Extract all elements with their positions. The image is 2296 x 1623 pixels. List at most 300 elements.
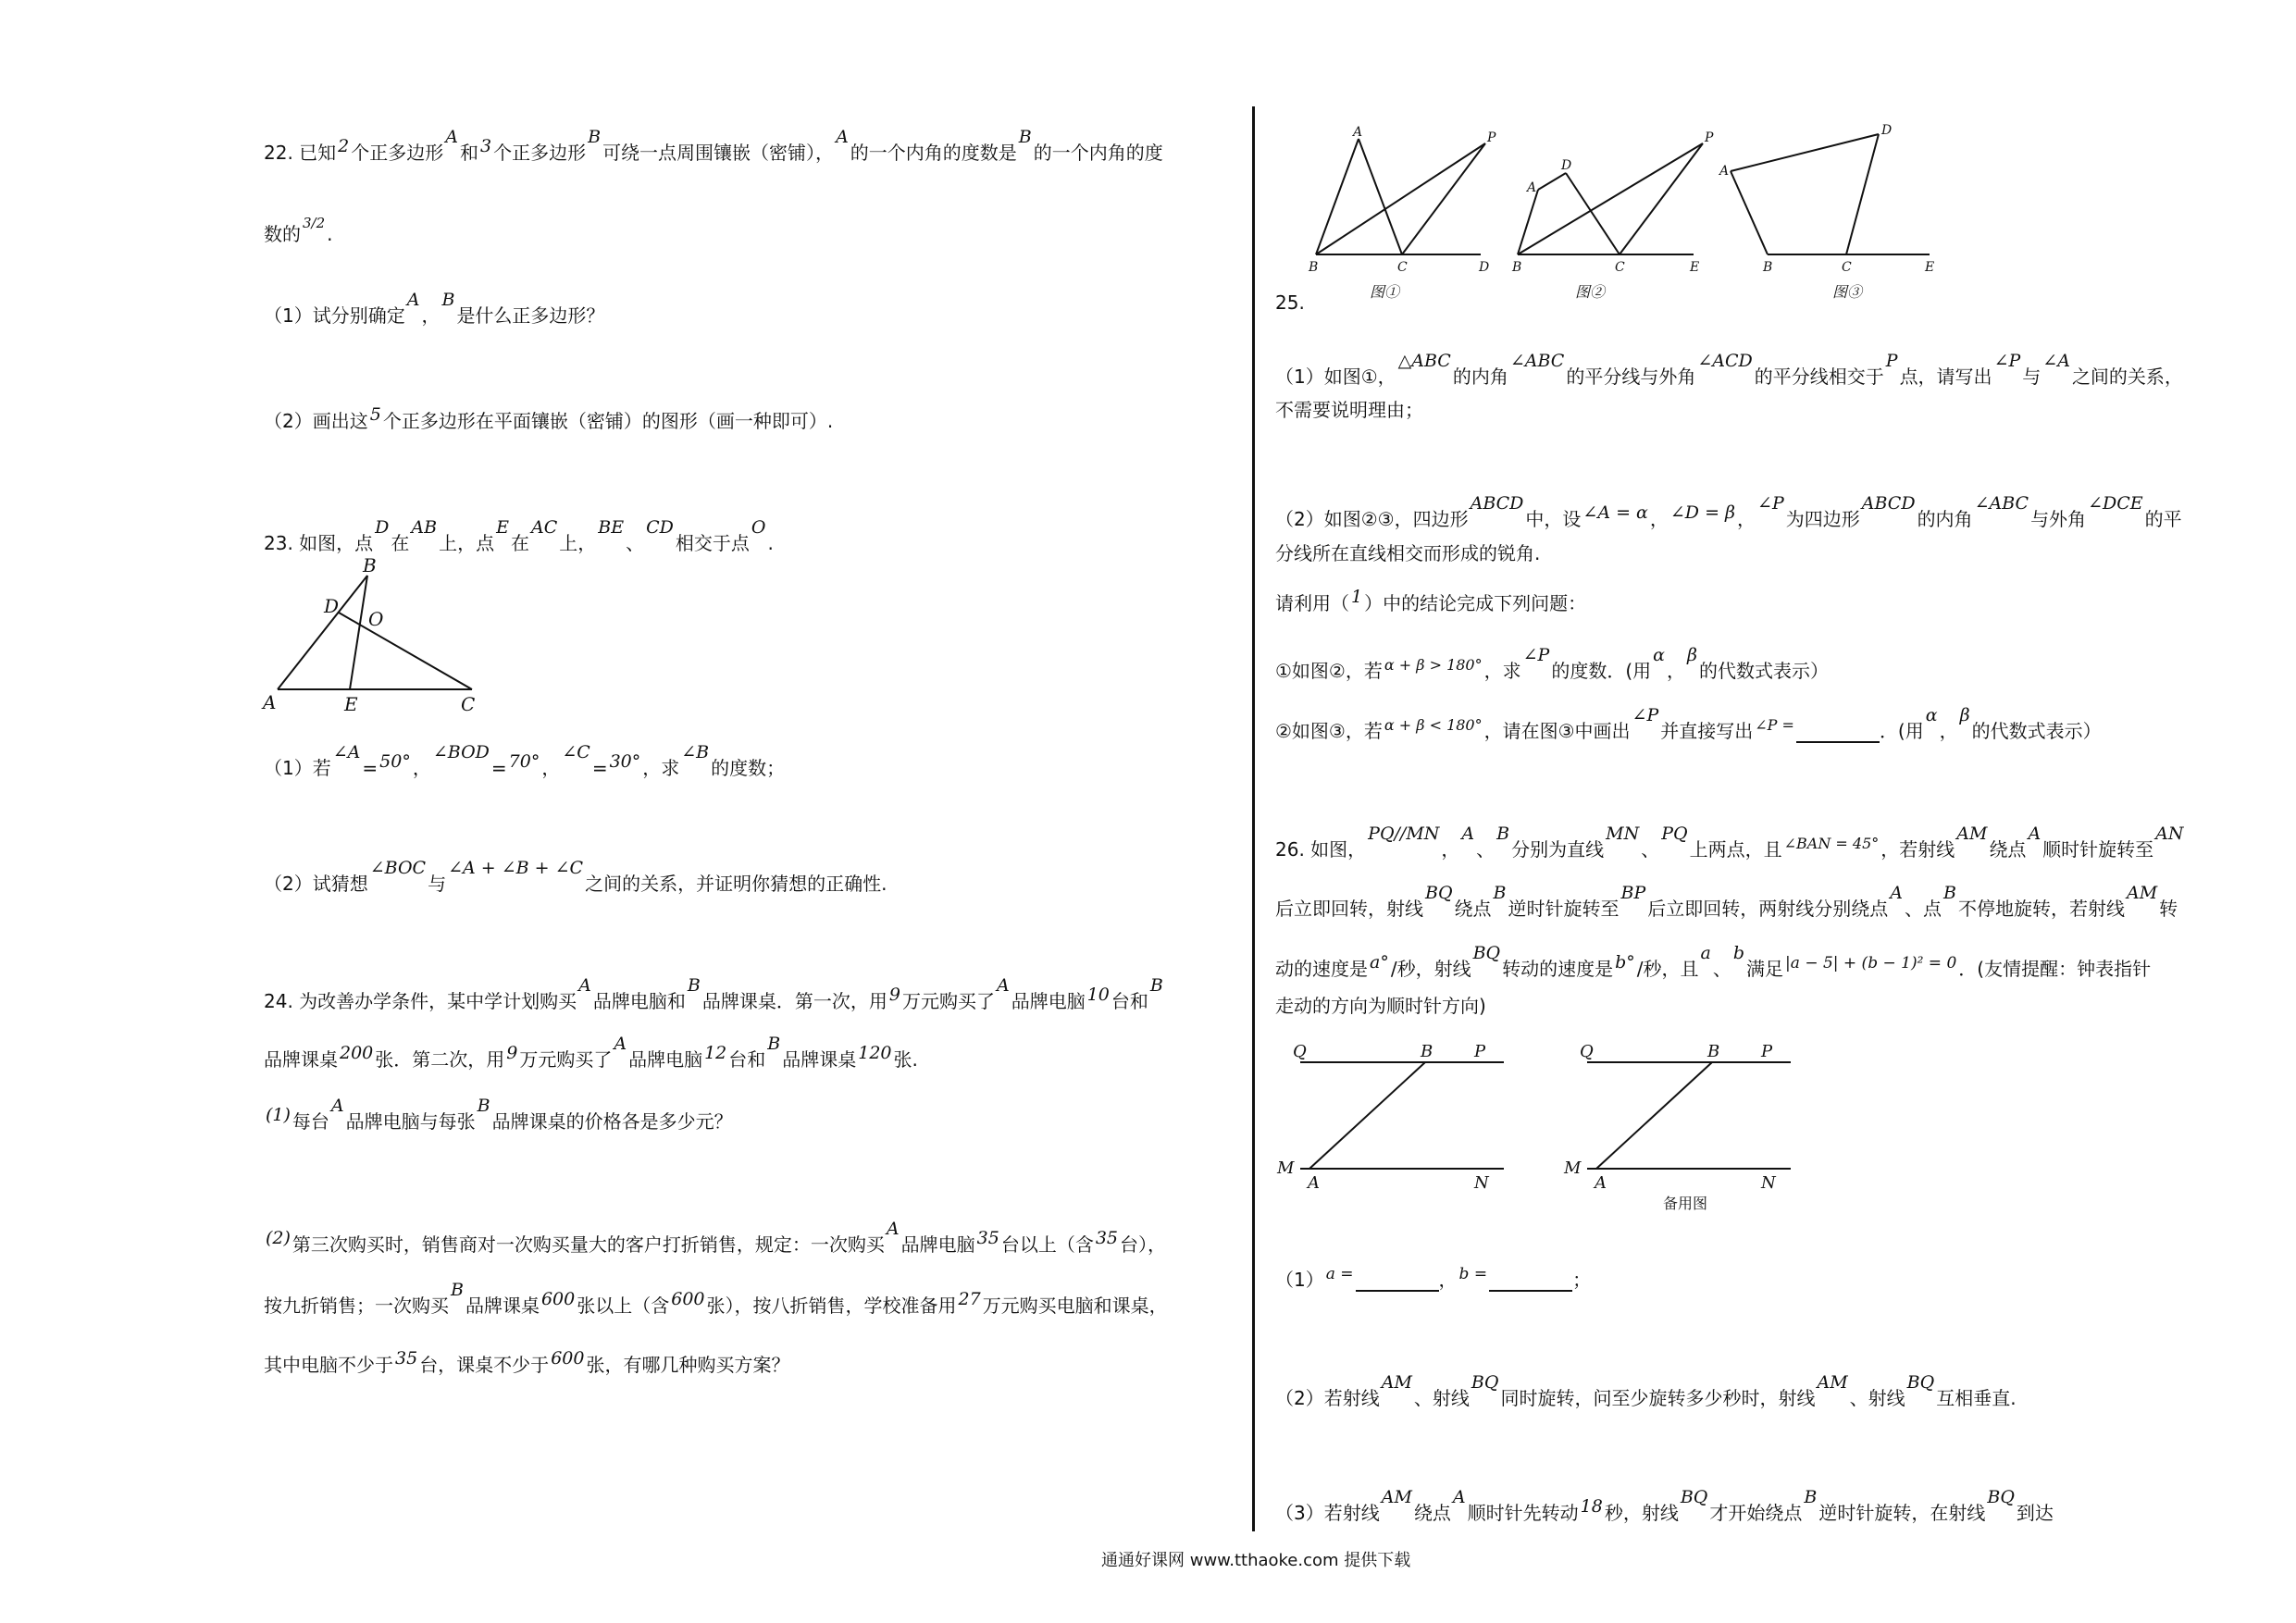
math: ∠DCE — [2088, 493, 2143, 514]
fig1-line-ab — [1309, 1062, 1425, 1169]
text: 绕点 — [1454, 898, 1492, 920]
text: 互相垂直. — [1936, 1387, 2017, 1409]
math: ∠ACD — [1697, 351, 1753, 371]
math: 120 — [858, 1043, 892, 1063]
math: ∠P — [1632, 705, 1659, 725]
text: 与 — [428, 873, 447, 895]
math: A — [1890, 883, 1903, 903]
math: ∠BOD — [432, 742, 490, 762]
fig2-caption: 备用图 — [1663, 1195, 1708, 1212]
math: ∠ABC — [1509, 351, 1565, 371]
math: 9 — [506, 1043, 518, 1063]
math: ABCD — [1470, 493, 1524, 514]
q22-line2 — [264, 215, 333, 248]
math: β — [1959, 705, 1970, 725]
q24-line2 — [264, 1034, 918, 1073]
fig1-line-cp — [1402, 143, 1485, 254]
math: B — [687, 975, 701, 996]
text: 每台 — [292, 1110, 329, 1133]
text: 品牌课桌 — [264, 1048, 338, 1071]
text: （1）若 — [264, 757, 331, 779]
math: ∠BOC — [369, 858, 427, 878]
math: 35 — [395, 1348, 418, 1369]
text: 、 — [1712, 958, 1731, 980]
text: 、射线 — [1849, 1387, 1905, 1409]
fig3-label-a: A — [1719, 164, 1730, 179]
text: 绕点 — [1989, 838, 2027, 861]
q23-triangle-figure — [259, 555, 490, 717]
math: ABCD — [1861, 493, 1916, 514]
math: α + β < 180° — [1384, 716, 1483, 734]
text: 品牌课桌 — [782, 1048, 857, 1071]
fig1-label-b: B — [1421, 1042, 1433, 1061]
math: △ABC — [1397, 351, 1451, 371]
fig1-label-a: A — [1308, 1173, 1320, 1193]
math: PQ//MN — [1368, 824, 1440, 844]
q26-figures — [1272, 1035, 1809, 1215]
fig2-line-bp — [1518, 143, 1703, 254]
answer-blank-b[interactable] — [1489, 1271, 1572, 1292]
math: BQ — [1906, 1372, 1935, 1393]
math: |a − 5| + (b − 1)² = 0 — [1785, 954, 1957, 973]
math: α — [1653, 645, 1665, 665]
math: B — [1493, 883, 1507, 903]
text: 上两点，且 — [1689, 838, 1782, 861]
text: = — [490, 757, 507, 779]
math: b° — [1615, 952, 1635, 973]
text: 不需要说明理由； — [1275, 399, 1423, 421]
text: 逆时针旋转至 — [1508, 898, 1620, 920]
page-footer: 通通好课网 www.tthaoke.com 提供下载 — [1101, 1551, 1411, 1570]
text: 中，设 — [1525, 508, 1582, 530]
text: 、 — [626, 532, 645, 554]
math: B — [441, 290, 455, 310]
math: 50° — [379, 751, 411, 772]
q23-line1 — [264, 517, 774, 557]
text: 张），按八折销售，学校准备用 — [706, 1295, 957, 1317]
fig3-line-ba — [1731, 171, 1768, 254]
math: ∠B — [681, 742, 710, 762]
text: ， — [1939, 720, 1958, 742]
math: a = — [1325, 1265, 1354, 1283]
q26-part2 — [1275, 1372, 2017, 1412]
math: ∠D = β — [1669, 502, 1736, 523]
text: 转 — [2159, 898, 2178, 920]
fig2-label-e: E — [1690, 260, 1700, 275]
q25-part1-line2 — [1275, 396, 1423, 424]
text: 万元购买了 — [519, 1048, 613, 1071]
fig1-label-p: P — [1474, 1042, 1486, 1061]
q25-figures — [1296, 116, 1962, 305]
text: ，求 — [1483, 660, 1521, 682]
text: 顺时针旋转至 — [2042, 838, 2154, 861]
text: 张. — [893, 1048, 918, 1071]
math: B — [451, 1280, 464, 1300]
fig3-line-ad — [1731, 134, 1879, 171]
answer-blank-a[interactable] — [1356, 1271, 1439, 1292]
fig3-line-dc — [1846, 134, 1879, 254]
text: 第三次购买时，销售商对一次购买量大的客户打折销售，规定：一次购买 — [292, 1233, 885, 1256]
text: 、 — [1641, 838, 1660, 861]
text: 万元购买电脑和课桌， — [982, 1295, 1168, 1317]
text: ，求 — [642, 757, 680, 779]
q25-sub2 — [1275, 705, 2102, 745]
text: 在 — [391, 532, 410, 554]
text: 张．第二次，用 — [375, 1048, 505, 1071]
math: (1) — [266, 1105, 291, 1125]
math: 35 — [1095, 1228, 1119, 1248]
math: BQ — [1472, 943, 1501, 963]
math: B — [1943, 883, 1956, 903]
q22-part2 — [264, 404, 834, 435]
fig2-label-b: B — [1512, 260, 1522, 275]
q24-part2-line1 — [264, 1219, 1167, 1258]
q26-line4 — [1275, 992, 1486, 1020]
text: 才开始绕点 — [1709, 1502, 1803, 1524]
text: 的平分线相交于 — [1754, 365, 1884, 388]
text: . — [327, 223, 333, 245]
text: 24. 为改善办学条件，某中学计划购买 — [264, 990, 577, 1012]
text: ，若射线 — [1880, 838, 1955, 861]
math: a° — [1370, 952, 1389, 973]
text: （1）如图①， — [1275, 365, 1396, 388]
text: 上，点 — [439, 532, 495, 554]
text: 同时旋转，问至少旋转多少秒时，射线 — [1500, 1387, 1816, 1409]
text: ， — [541, 757, 561, 779]
fig2-caption: 图② — [1575, 283, 1606, 301]
text: 张，有哪几种购买方案？ — [586, 1354, 790, 1376]
text: 台和 — [728, 1048, 766, 1071]
text: （2）试猜想 — [264, 873, 368, 895]
text: ， — [1441, 838, 1460, 861]
math: a — [1700, 943, 1711, 963]
q25-sub1 — [1275, 645, 1829, 685]
fig1-line-ba — [1316, 139, 1359, 254]
text: 绕点 — [1413, 1502, 1451, 1524]
math: A — [445, 127, 458, 147]
math: ∠P — [1522, 645, 1550, 665]
text: ．(友情提醒：钟表指针 — [1958, 958, 2152, 980]
fig2-label-p: P — [1705, 130, 1714, 145]
text: 个正多边形 — [493, 142, 587, 164]
math: D — [375, 517, 390, 538]
text: （2）如图②③，四边形 — [1275, 508, 1469, 530]
fraction: 3/2 — [303, 215, 326, 231]
text: 的代数式表示） — [1971, 720, 2102, 742]
math: A — [578, 975, 591, 996]
math: 30° — [609, 751, 641, 772]
math: 600 — [671, 1289, 705, 1309]
text: 不停地旋转，若射线 — [1957, 898, 2125, 920]
text: 个正多边形 — [351, 142, 444, 164]
text: 与 — [2022, 365, 2042, 388]
math: 200 — [340, 1043, 374, 1063]
text: 台和 — [1111, 990, 1148, 1012]
text: 品牌电脑 — [900, 1233, 975, 1256]
fig1-label-a: A — [1353, 125, 1363, 140]
math: BQ — [1425, 883, 1453, 903]
text: 点，请写出 — [1899, 365, 1992, 388]
math: B — [1149, 975, 1163, 996]
fig1-label-d: D — [1479, 260, 1490, 275]
q25-part2-line1 — [1275, 493, 2182, 533]
text: 分别为直线 — [1511, 838, 1605, 861]
text: 台以上（含 — [1000, 1233, 1094, 1256]
text: ， — [412, 757, 431, 779]
fig2-label-b: B — [1707, 1042, 1720, 1061]
math: α + β > 180° — [1384, 656, 1483, 674]
text: （1） — [1275, 1269, 1324, 1291]
q26-line1 — [1275, 824, 2186, 863]
math: ∠P — [1757, 493, 1784, 514]
fig2-label-a: A — [1595, 1173, 1607, 1193]
text: 万元购买了 — [901, 990, 995, 1012]
math: ∠A — [332, 742, 361, 762]
text: 秒，射线 — [1604, 1502, 1679, 1524]
text: 分线所在直线相交而形成的锐角. — [1275, 542, 1541, 564]
math: B — [1018, 127, 1032, 147]
math: CD — [646, 517, 674, 538]
text: 张以上（含 — [577, 1295, 670, 1317]
text: ）中的结论完成下列问题： — [1364, 592, 1587, 614]
math: 2 — [338, 136, 350, 156]
text: 之间的关系，并证明你猜想的正确性. — [585, 873, 887, 895]
text: 26. 如图， — [1275, 838, 1367, 861]
fig1-line-ac — [1359, 139, 1402, 254]
math: A — [996, 975, 1010, 996]
text: 逆时针旋转，在射线 — [1818, 1502, 1986, 1524]
math: (2) — [266, 1228, 291, 1248]
text: ②如图③，若 — [1275, 720, 1383, 742]
math: 70° — [508, 751, 540, 772]
text: 品牌电脑和 — [592, 990, 686, 1012]
q22-line1 — [264, 127, 1163, 167]
label-b: B — [363, 555, 377, 576]
text: . — [767, 532, 774, 554]
math: MN — [1606, 824, 1640, 844]
segment-dc — [339, 613, 472, 689]
text: 顺时针先转动 — [1467, 1502, 1579, 1524]
text: （2）若射线 — [1275, 1387, 1380, 1409]
fig2-label-q: Q — [1580, 1042, 1594, 1061]
math: BQ — [1471, 1372, 1499, 1393]
segment-be — [350, 576, 367, 689]
math: PQ — [1661, 824, 1688, 844]
text: ， — [1649, 508, 1669, 530]
text: 23. 如图，点 — [264, 532, 374, 554]
text: 相交于点 — [675, 532, 750, 554]
math: A — [406, 290, 420, 310]
text: 与外角 — [2030, 508, 2087, 530]
math: 9 — [888, 985, 900, 1005]
text: 转动的速度是 — [1502, 958, 1614, 980]
label-e: E — [344, 693, 358, 715]
text: ； — [1572, 1269, 1592, 1291]
text: 到达 — [2016, 1502, 2054, 1524]
text: （1）试分别确定 — [264, 304, 405, 327]
text: ， — [1737, 508, 1756, 530]
text: 的度数； — [711, 757, 786, 779]
math: A — [886, 1219, 900, 1239]
fig3-label-d: D — [1881, 123, 1893, 138]
text: 满足 — [1746, 958, 1784, 980]
fig1-label-m: M — [1277, 1158, 1295, 1178]
math: 12 — [704, 1043, 727, 1063]
text: 台）， — [1120, 1233, 1167, 1256]
math: ∠P = — [1755, 716, 1794, 734]
text: 后立即回转，射线 — [1275, 898, 1423, 920]
text: 的内角 — [1452, 365, 1508, 388]
fig3-caption: 图③ — [1832, 283, 1863, 301]
math: ∠BAN = 45° — [1783, 835, 1880, 852]
label-d: D — [324, 595, 340, 617]
text: 请利用（ — [1275, 592, 1349, 614]
label-o: O — [368, 608, 384, 630]
text: ，请在图③中画出 — [1483, 720, 1631, 742]
math: BP — [1620, 883, 1646, 903]
math: AM — [1381, 1372, 1412, 1393]
text: = — [591, 757, 608, 779]
math: 27 — [958, 1289, 981, 1309]
text: ， — [1666, 660, 1685, 682]
text: 为四边形 — [1785, 508, 1860, 530]
text: 走动的方向为顺时针方向) — [1275, 995, 1486, 1017]
fig1-label-p: P — [1487, 130, 1496, 145]
math: ∠A = α — [1582, 502, 1648, 523]
math: 35 — [976, 1228, 999, 1248]
text: 之间的关系， — [2071, 365, 2183, 388]
text: 和 — [460, 142, 478, 164]
math: BQ — [1987, 1487, 2015, 1507]
text: 的平 — [2144, 508, 2182, 530]
text: 动的速度是 — [1275, 958, 1368, 980]
math: BQ — [1680, 1487, 1708, 1507]
text: 、射线 — [1413, 1387, 1470, 1409]
math: β — [1686, 645, 1697, 665]
text: 并直接写出 — [1660, 720, 1754, 742]
fig2-label-p: P — [1761, 1042, 1773, 1061]
math: 3 — [480, 136, 492, 156]
fig2-line-cp — [1620, 143, 1703, 254]
text: 的平分线与外角 — [1566, 365, 1696, 388]
math: ∠C — [562, 742, 590, 762]
fig2-line-ab — [1596, 1062, 1712, 1169]
fig1-caption: 图① — [1370, 283, 1400, 301]
math: B — [588, 127, 602, 147]
q25-part2-line2 — [1275, 539, 1540, 567]
text: 22. 已知 — [264, 142, 337, 164]
text: 个正多边形在平面镶嵌（密铺）的图形（画一种即可）. — [382, 410, 834, 432]
text: 品牌课桌 — [465, 1295, 540, 1317]
math: AB — [411, 517, 438, 538]
fig1-label-n: N — [1474, 1173, 1489, 1193]
math: AM — [1817, 1372, 1848, 1393]
fig1-label-b: B — [1309, 260, 1319, 275]
math: 18 — [1580, 1496, 1603, 1517]
answer-blank[interactable] — [1796, 723, 1880, 743]
text: 台，课桌不少于 — [419, 1354, 550, 1376]
math: AC — [530, 517, 558, 538]
math: 1 — [1351, 587, 1363, 607]
text: 品牌课桌的价格各是多少元？ — [491, 1110, 733, 1133]
math: B — [477, 1096, 490, 1116]
text: （3）若射线 — [1275, 1502, 1380, 1524]
math: ∠ABC — [1974, 493, 2029, 514]
fig1-label-c: C — [1397, 260, 1408, 275]
text: ①如图②，若 — [1275, 660, 1383, 682]
math: AM — [2126, 883, 2158, 903]
text: 、 — [1476, 838, 1496, 861]
math: A — [330, 1096, 344, 1116]
math: A — [2028, 824, 2042, 844]
label-c: C — [461, 693, 476, 715]
text: （2）画出这 — [264, 410, 368, 432]
q22-part1 — [264, 290, 605, 329]
math: 600 — [551, 1348, 585, 1369]
text: ， — [1438, 1269, 1458, 1291]
fig2-label-c: C — [1615, 260, 1625, 275]
text: ， — [421, 304, 441, 327]
text: 是什么正多边形？ — [456, 304, 605, 327]
math: O — [751, 517, 766, 538]
text: 在 — [510, 532, 529, 554]
text: 数的 — [264, 223, 301, 245]
q25-use-line — [1275, 589, 1586, 617]
q26-part1 — [1275, 1266, 1591, 1294]
text: 品牌电脑 — [1011, 990, 1086, 1012]
q25-part1-line1 — [1275, 351, 2183, 390]
text: /秒，射线 — [1390, 958, 1471, 980]
math: b = — [1458, 1265, 1488, 1283]
math: AM — [1381, 1487, 1412, 1507]
math: A — [836, 127, 849, 147]
text: 品牌课桌．第一次，用 — [701, 990, 887, 1012]
label-a: A — [263, 691, 277, 713]
math: B — [1496, 824, 1510, 844]
q25-number: 25. — [1275, 291, 1305, 314]
text: 的度数．(用 — [1551, 660, 1652, 682]
text: 后立即回转，两射线分别绕点 — [1647, 898, 1889, 920]
math: AN — [2155, 824, 2184, 844]
q24-part2-line3 — [264, 1348, 790, 1379]
math: B — [1804, 1487, 1818, 1507]
text: 可绕一点周围镶嵌（密铺）， — [602, 142, 835, 164]
math: 600 — [540, 1289, 576, 1309]
fig3-label-b: B — [1763, 260, 1773, 275]
text: /秒，且 — [1636, 958, 1699, 980]
math: ∠A — [2042, 351, 2070, 371]
math: 5 — [369, 404, 381, 425]
fig2-label-n: N — [1761, 1173, 1776, 1193]
column-divider — [1252, 106, 1255, 1531]
fig2-label-m: M — [1564, 1158, 1582, 1178]
math: A — [614, 1034, 627, 1054]
q23-part2 — [264, 858, 887, 898]
fig2-label-a: A — [1527, 180, 1537, 195]
text: 的一个内角的度数是 — [850, 142, 1017, 164]
fig2-line-ad — [1538, 173, 1566, 190]
math: b — [1732, 943, 1745, 963]
text: 品牌电脑与每张 — [345, 1110, 476, 1133]
q24-part2-line2 — [264, 1280, 1168, 1319]
text: 其中电脑不少于 — [264, 1354, 393, 1376]
text: ．(用 — [1879, 720, 1924, 742]
math: AM — [1956, 824, 1988, 844]
text: 上， — [559, 532, 597, 554]
math: A — [1452, 1487, 1466, 1507]
math: A — [1461, 824, 1475, 844]
text: 的代数式表示） — [1698, 660, 1829, 682]
